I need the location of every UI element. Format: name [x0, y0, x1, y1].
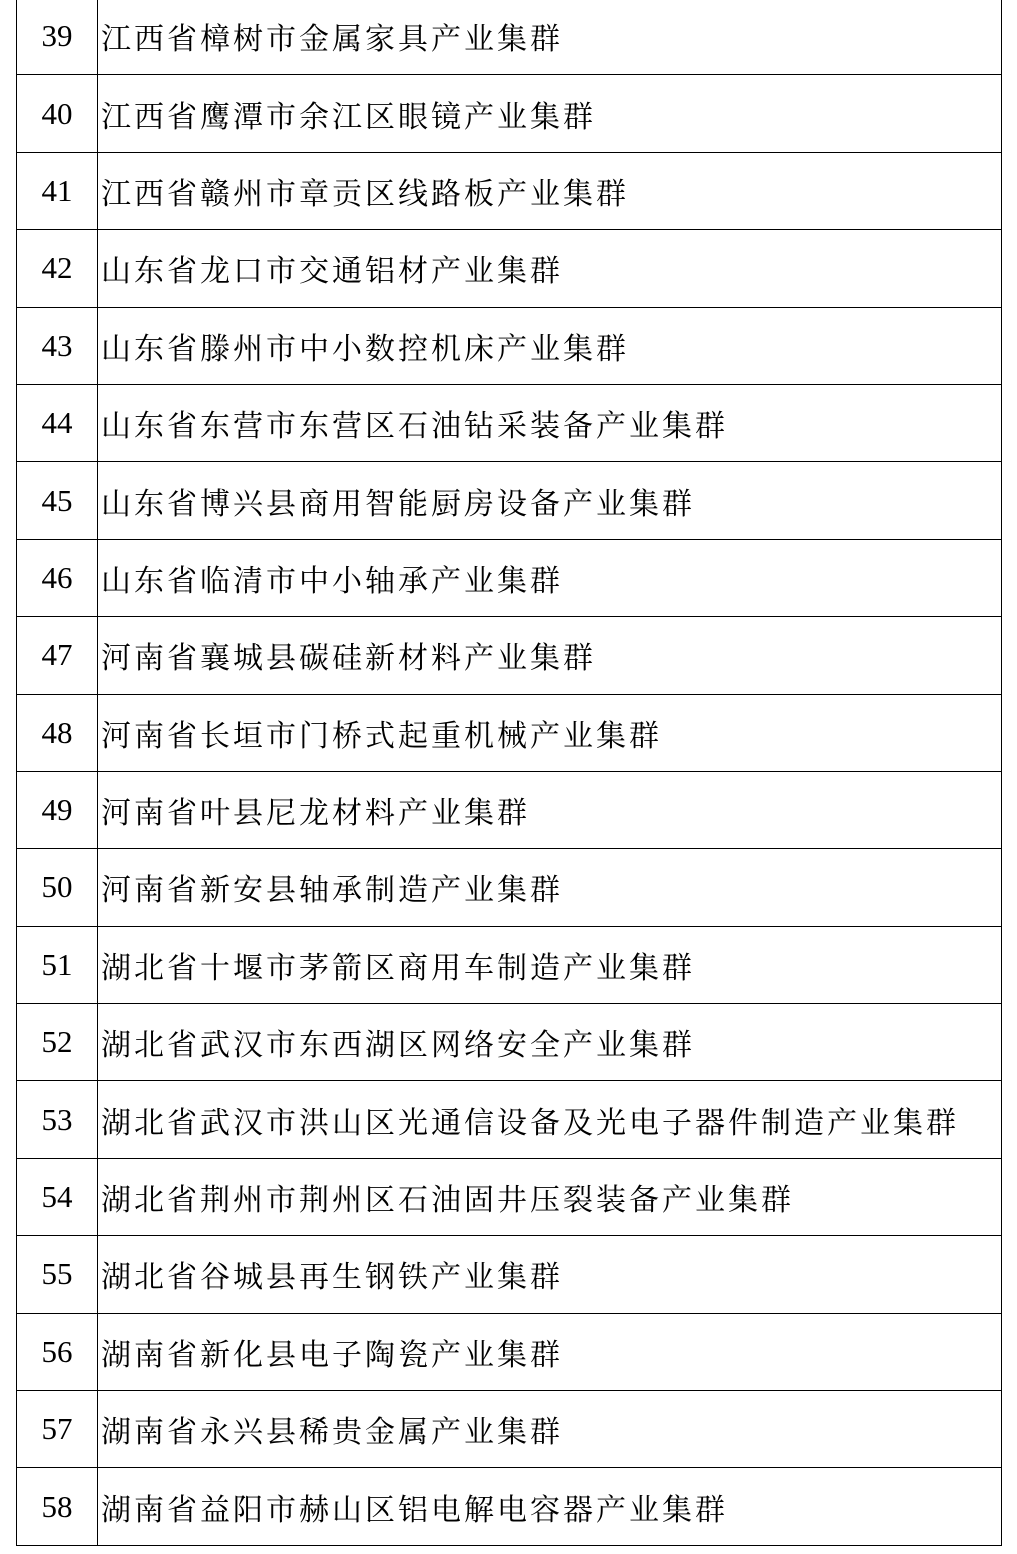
cluster-name: 湖北省谷城县再生钢铁产业集群	[98, 1236, 1002, 1313]
row-number: 42	[17, 230, 98, 307]
cluster-name: 江西省鹰潭市余江区眼镜产业集群	[98, 75, 1002, 152]
cluster-name: 湖北省十堰市茅箭区商用车制造产业集群	[98, 926, 1002, 1003]
table-row	[17, 617, 1002, 694]
row-number: 53	[17, 1081, 98, 1158]
cluster-name: 湖北省武汉市洪山区光通信设备及光电子器件制造产业集群	[98, 1081, 1002, 1158]
table-row	[17, 849, 1002, 926]
table-row	[17, 1158, 1002, 1235]
cluster-name: 湖南省益阳市赫山区铝电解电容器产业集群	[98, 1468, 1002, 1545]
table-row	[17, 152, 1002, 229]
table-row	[17, 539, 1002, 616]
cluster-name: 山东省龙口市交通铝材产业集群	[98, 230, 1002, 307]
row-number: 46	[17, 539, 98, 616]
cluster-name: 湖南省永兴县稀贵金属产业集群	[98, 1391, 1002, 1468]
row-number: 51	[17, 926, 98, 1003]
table-row	[17, 1391, 1002, 1468]
table-row	[17, 1468, 1002, 1545]
cluster-name: 河南省襄城县碳硅新材料产业集群	[98, 617, 1002, 694]
cluster-name: 江西省赣州市章贡区线路板产业集群	[98, 152, 1002, 229]
table-row	[17, 230, 1002, 307]
row-number: 47	[17, 617, 98, 694]
row-number: 57	[17, 1391, 98, 1468]
cluster-name: 湖南省新化县电子陶瓷产业集群	[98, 1313, 1002, 1390]
cluster-name: 山东省东营市东营区石油钻采装备产业集群	[98, 384, 1002, 461]
row-number: 43	[17, 307, 98, 384]
row-number: 40	[17, 75, 98, 152]
cluster-name: 河南省长垣市门桥式起重机械产业集群	[98, 694, 1002, 771]
table-row	[17, 771, 1002, 848]
cluster-name: 江西省樟树市金属家具产业集群	[98, 0, 1002, 75]
row-number: 56	[17, 1313, 98, 1390]
row-number: 44	[17, 384, 98, 461]
table-row	[17, 1236, 1002, 1313]
table-row	[17, 1004, 1002, 1081]
row-number: 58	[17, 1468, 98, 1545]
table-row	[17, 462, 1002, 539]
table-row	[17, 384, 1002, 461]
row-number: 52	[17, 1004, 98, 1081]
row-number: 55	[17, 1236, 98, 1313]
table-body	[17, 0, 1002, 1545]
row-number: 48	[17, 694, 98, 771]
table-row	[17, 307, 1002, 384]
table-row	[17, 926, 1002, 1003]
row-number: 49	[17, 771, 98, 848]
cluster-name: 河南省叶县尼龙材料产业集群	[98, 771, 1002, 848]
row-number: 39	[17, 0, 98, 75]
table-row	[17, 75, 1002, 152]
row-number: 54	[17, 1158, 98, 1235]
cluster-name: 山东省临清市中小轴承产业集群	[98, 539, 1002, 616]
cluster-name: 湖北省荆州市荆州区石油固井压裂装备产业集群	[98, 1158, 1002, 1235]
row-number: 45	[17, 462, 98, 539]
cluster-name: 河南省新安县轴承制造产业集群	[98, 849, 1002, 926]
cluster-name: 湖北省武汉市东西湖区网络安全产业集群	[98, 1004, 1002, 1081]
cluster-name: 山东省博兴县商用智能厨房设备产业集群	[98, 462, 1002, 539]
cluster-name: 山东省滕州市中小数控机床产业集群	[98, 307, 1002, 384]
industry-cluster-table	[16, 0, 1002, 1546]
row-number: 50	[17, 849, 98, 926]
row-number: 41	[17, 152, 98, 229]
table-row	[17, 0, 1002, 75]
table-row	[17, 694, 1002, 771]
table-row	[17, 1313, 1002, 1390]
table-row	[17, 1081, 1002, 1158]
